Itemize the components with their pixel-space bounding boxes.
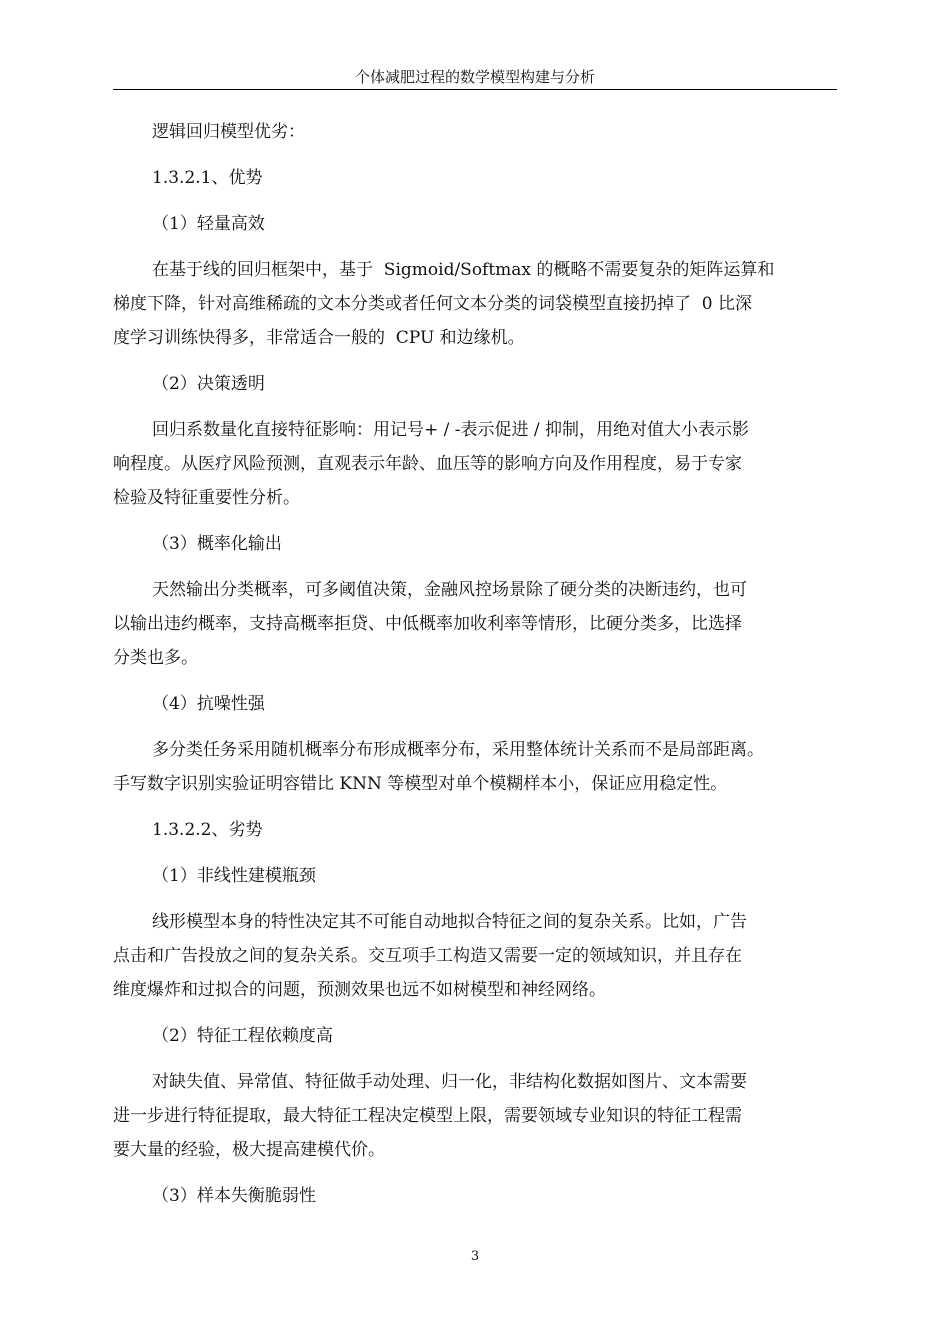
subsection-heading: （1）非线性建模瓶颈 bbox=[152, 866, 316, 886]
paragraph bbox=[113, 1065, 829, 1167]
running-header-title: 个体减肥过程的数学模型构建与分析 bbox=[354, 68, 595, 86]
page-body bbox=[113, 115, 829, 1225]
subsection-heading: （4）抗噪性强 bbox=[152, 694, 265, 714]
paragraph-line: 检验及特征重要性分析。 bbox=[113, 488, 300, 508]
paragraph-line: 响程度。从医疗风险预测，直观表示年龄、血压等的影响方向及作用程度，易于专家 bbox=[113, 454, 742, 474]
section-heading: 逻辑回归模型优劣： bbox=[152, 122, 305, 142]
page-number: 3 bbox=[470, 1249, 480, 1264]
paragraph-line: 维度爆炸和过拟合的问题，预测效果也远不如树模型和神经网络。 bbox=[113, 980, 606, 1000]
subsection-heading: （3）样本失衡脆弱性 bbox=[152, 1186, 316, 1206]
subsection-heading: （3）概率化输出 bbox=[152, 534, 282, 554]
header-rule bbox=[113, 89, 837, 90]
subsection-heading: （2）决策透明 bbox=[152, 374, 265, 394]
paragraph-line: 回归系数量化直接特征影响：用记号+ / -表示促进 / 抑制，用绝对值大小表示影 bbox=[152, 420, 750, 440]
paragraph-line: 线形模型本身的特性决定其不可能自动地拟合特征之间的复杂关系。比如，广告 bbox=[152, 912, 747, 932]
paragraph-line: 点击和广告投放之间的复杂关系。交互项手工构造又需要一定的领域知识，并且存在 bbox=[113, 946, 742, 966]
paragraph-line: 度学习训练快得多，非常适合一般的 CPU 和边缘机。 bbox=[113, 328, 525, 348]
paragraph-line: 对缺失值、异常值、特征做手动处理、归一化，非结构化数据如图片、文本需要 bbox=[152, 1072, 747, 1092]
paragraph-line: 在基于线的回归框架中，基于 Sigmoid/Softmax 的概略不需要复杂的矩阵运算和 bbox=[152, 260, 775, 280]
paragraph bbox=[113, 253, 829, 355]
paragraph-line: 以输出违约概率，支持高概率拒贷、中低概率加收利率等情形，比硬分类多，比选择 bbox=[113, 614, 742, 634]
paragraph bbox=[113, 573, 829, 675]
paragraph bbox=[113, 905, 829, 1007]
paragraph-line: 梯度下降，针对高维稀疏的文本分类或者任何文本分类的词袋模型直接扔掉了 0 比深 bbox=[113, 294, 753, 314]
paragraph-line: 天然输出分类概率，可多阈值决策，金融风控场景除了硬分类的决断违约，也可 bbox=[152, 580, 747, 600]
paragraph-line: 手写数字识别实验证明容错比 KNN 等模型对单个模糊样本小，保证应用稳定性。 bbox=[113, 774, 728, 794]
paragraph-line: 进一步进行特征提取，最大特征工程决定模型上限，需要领域专业知识的特征工程需 bbox=[113, 1106, 742, 1126]
paragraph-line: 多分类任务采用随机概率分布形成概率分布，采用整体统计关系而不是局部距离。 bbox=[152, 740, 764, 760]
section-heading: 1.3.2.2、劣势 bbox=[152, 820, 263, 840]
paragraph bbox=[113, 413, 829, 515]
subsection-heading: （2）特征工程依赖度高 bbox=[152, 1026, 333, 1046]
paragraph-line: 分类也多。 bbox=[113, 648, 198, 668]
subsection-heading: （1）轻量高效 bbox=[152, 214, 265, 234]
section-heading: 1.3.2.1、优势 bbox=[152, 168, 263, 188]
paragraph-line: 要大量的经验，极大提高建模代价。 bbox=[113, 1140, 385, 1160]
paragraph bbox=[113, 733, 829, 801]
